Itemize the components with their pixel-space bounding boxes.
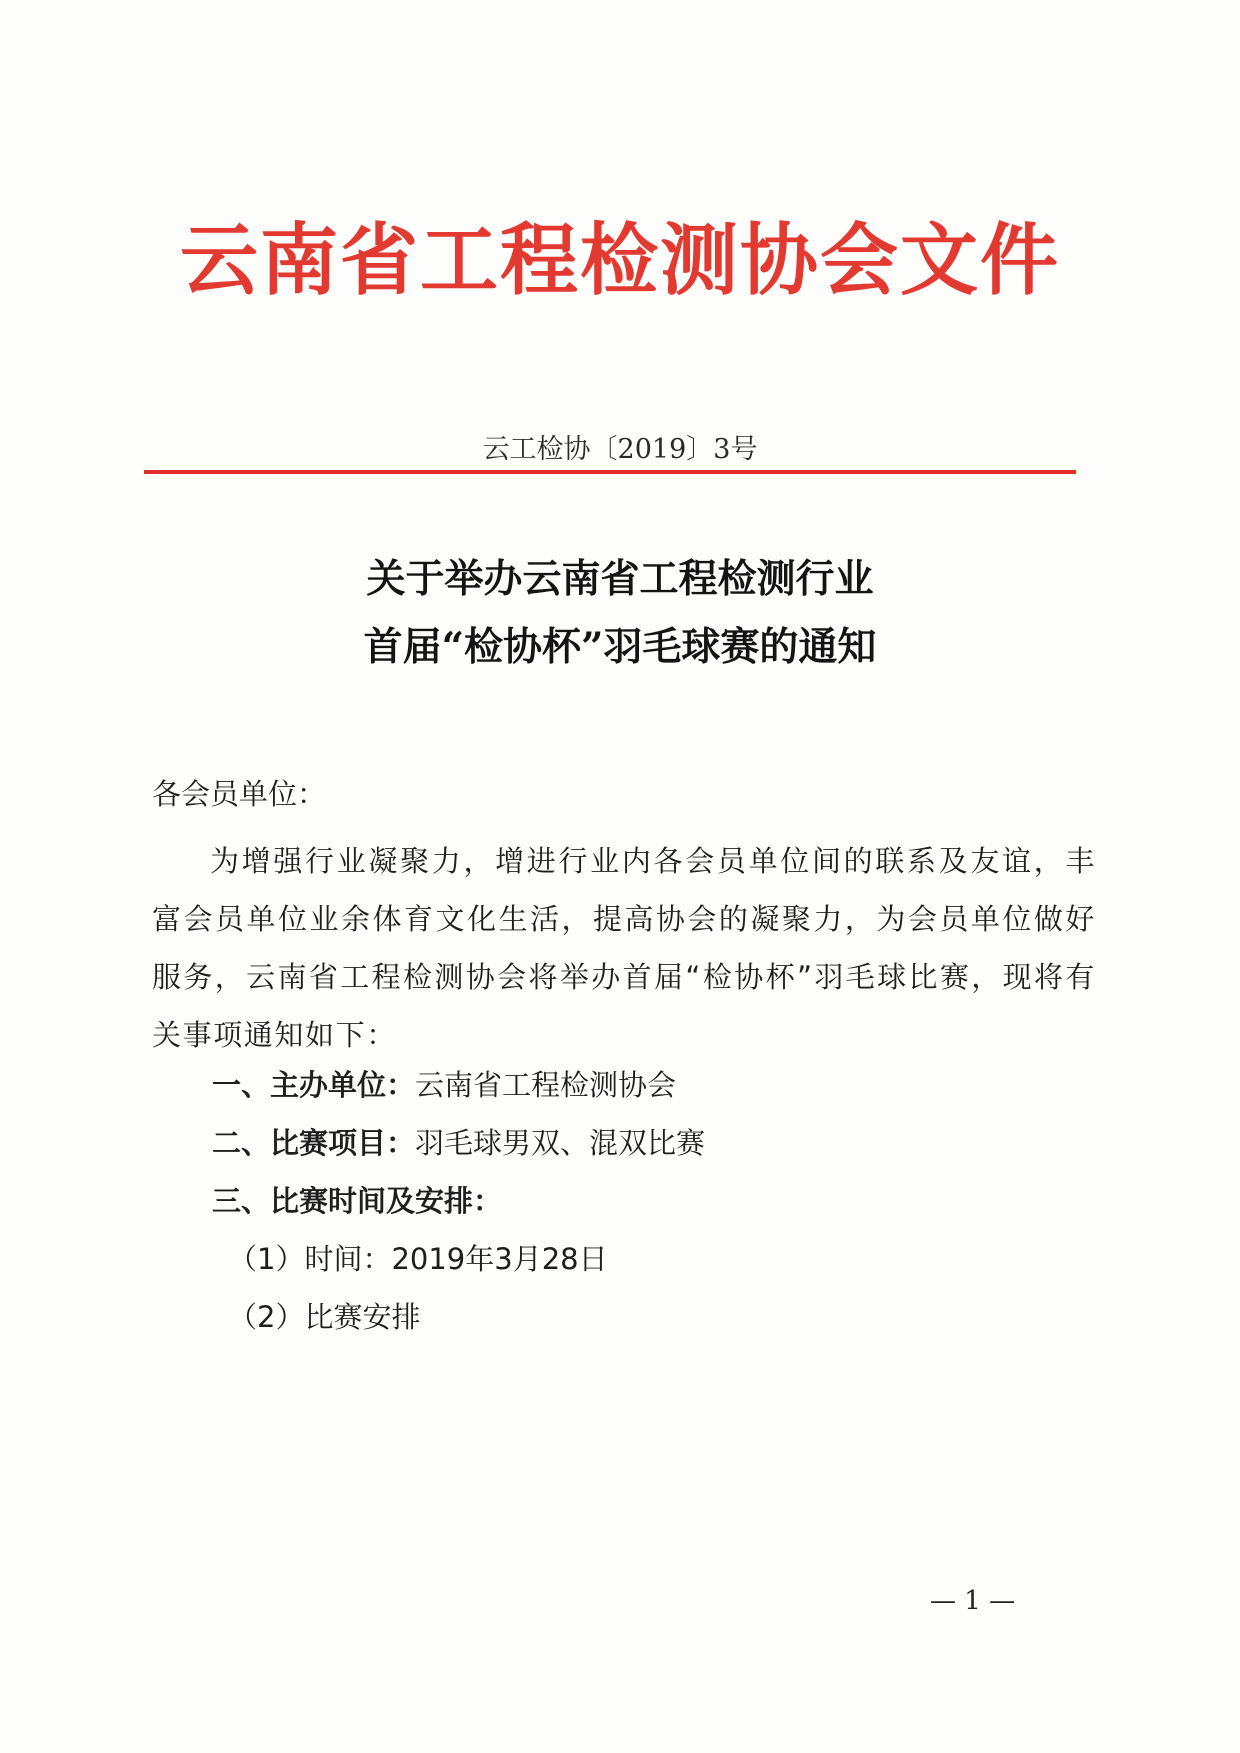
org-header-title: 云南省工程检测协会文件 xyxy=(179,215,1060,306)
section-schedule xyxy=(212,1184,503,1218)
section-events xyxy=(212,1126,706,1160)
notice-title-line-2: 首届“检协杯”羽毛球赛的通知 xyxy=(363,624,877,670)
section-label: 三、比赛时间及安排： xyxy=(212,1184,503,1218)
section-label: 二、比赛项目： xyxy=(212,1126,416,1160)
document-number: 云工检协〔2019〕3号 xyxy=(482,434,758,465)
notice-title-line-1: 关于举办云南省工程检测行业 xyxy=(366,556,874,602)
schedule-item-arrangement: （2）比赛安排 xyxy=(228,1300,421,1334)
salutation: 各会员单位： xyxy=(152,777,327,811)
page-number: — 1 — xyxy=(930,1586,1016,1616)
section-label: 一、主办单位： xyxy=(212,1068,416,1102)
schedule-item-time: （1）时间：2019年3月28日 xyxy=(228,1242,608,1276)
section-value: 羽毛球男双、混双比赛 xyxy=(415,1126,706,1160)
section-value: 云南省工程检测协会 xyxy=(415,1068,677,1102)
intro-paragraph: 为增强行业凝聚力，增进行业内各会员单位间的联系及友谊，丰富会员单位业余体育文化生活，提高协会的凝聚力，为会员单位做好服务，云南省工程检测协会将举办首届“检协杯”羽毛球比赛，现将有关事项通知如下： xyxy=(152,844,1096,1052)
red-divider-rule xyxy=(144,470,1076,474)
section-organizer xyxy=(212,1068,677,1102)
